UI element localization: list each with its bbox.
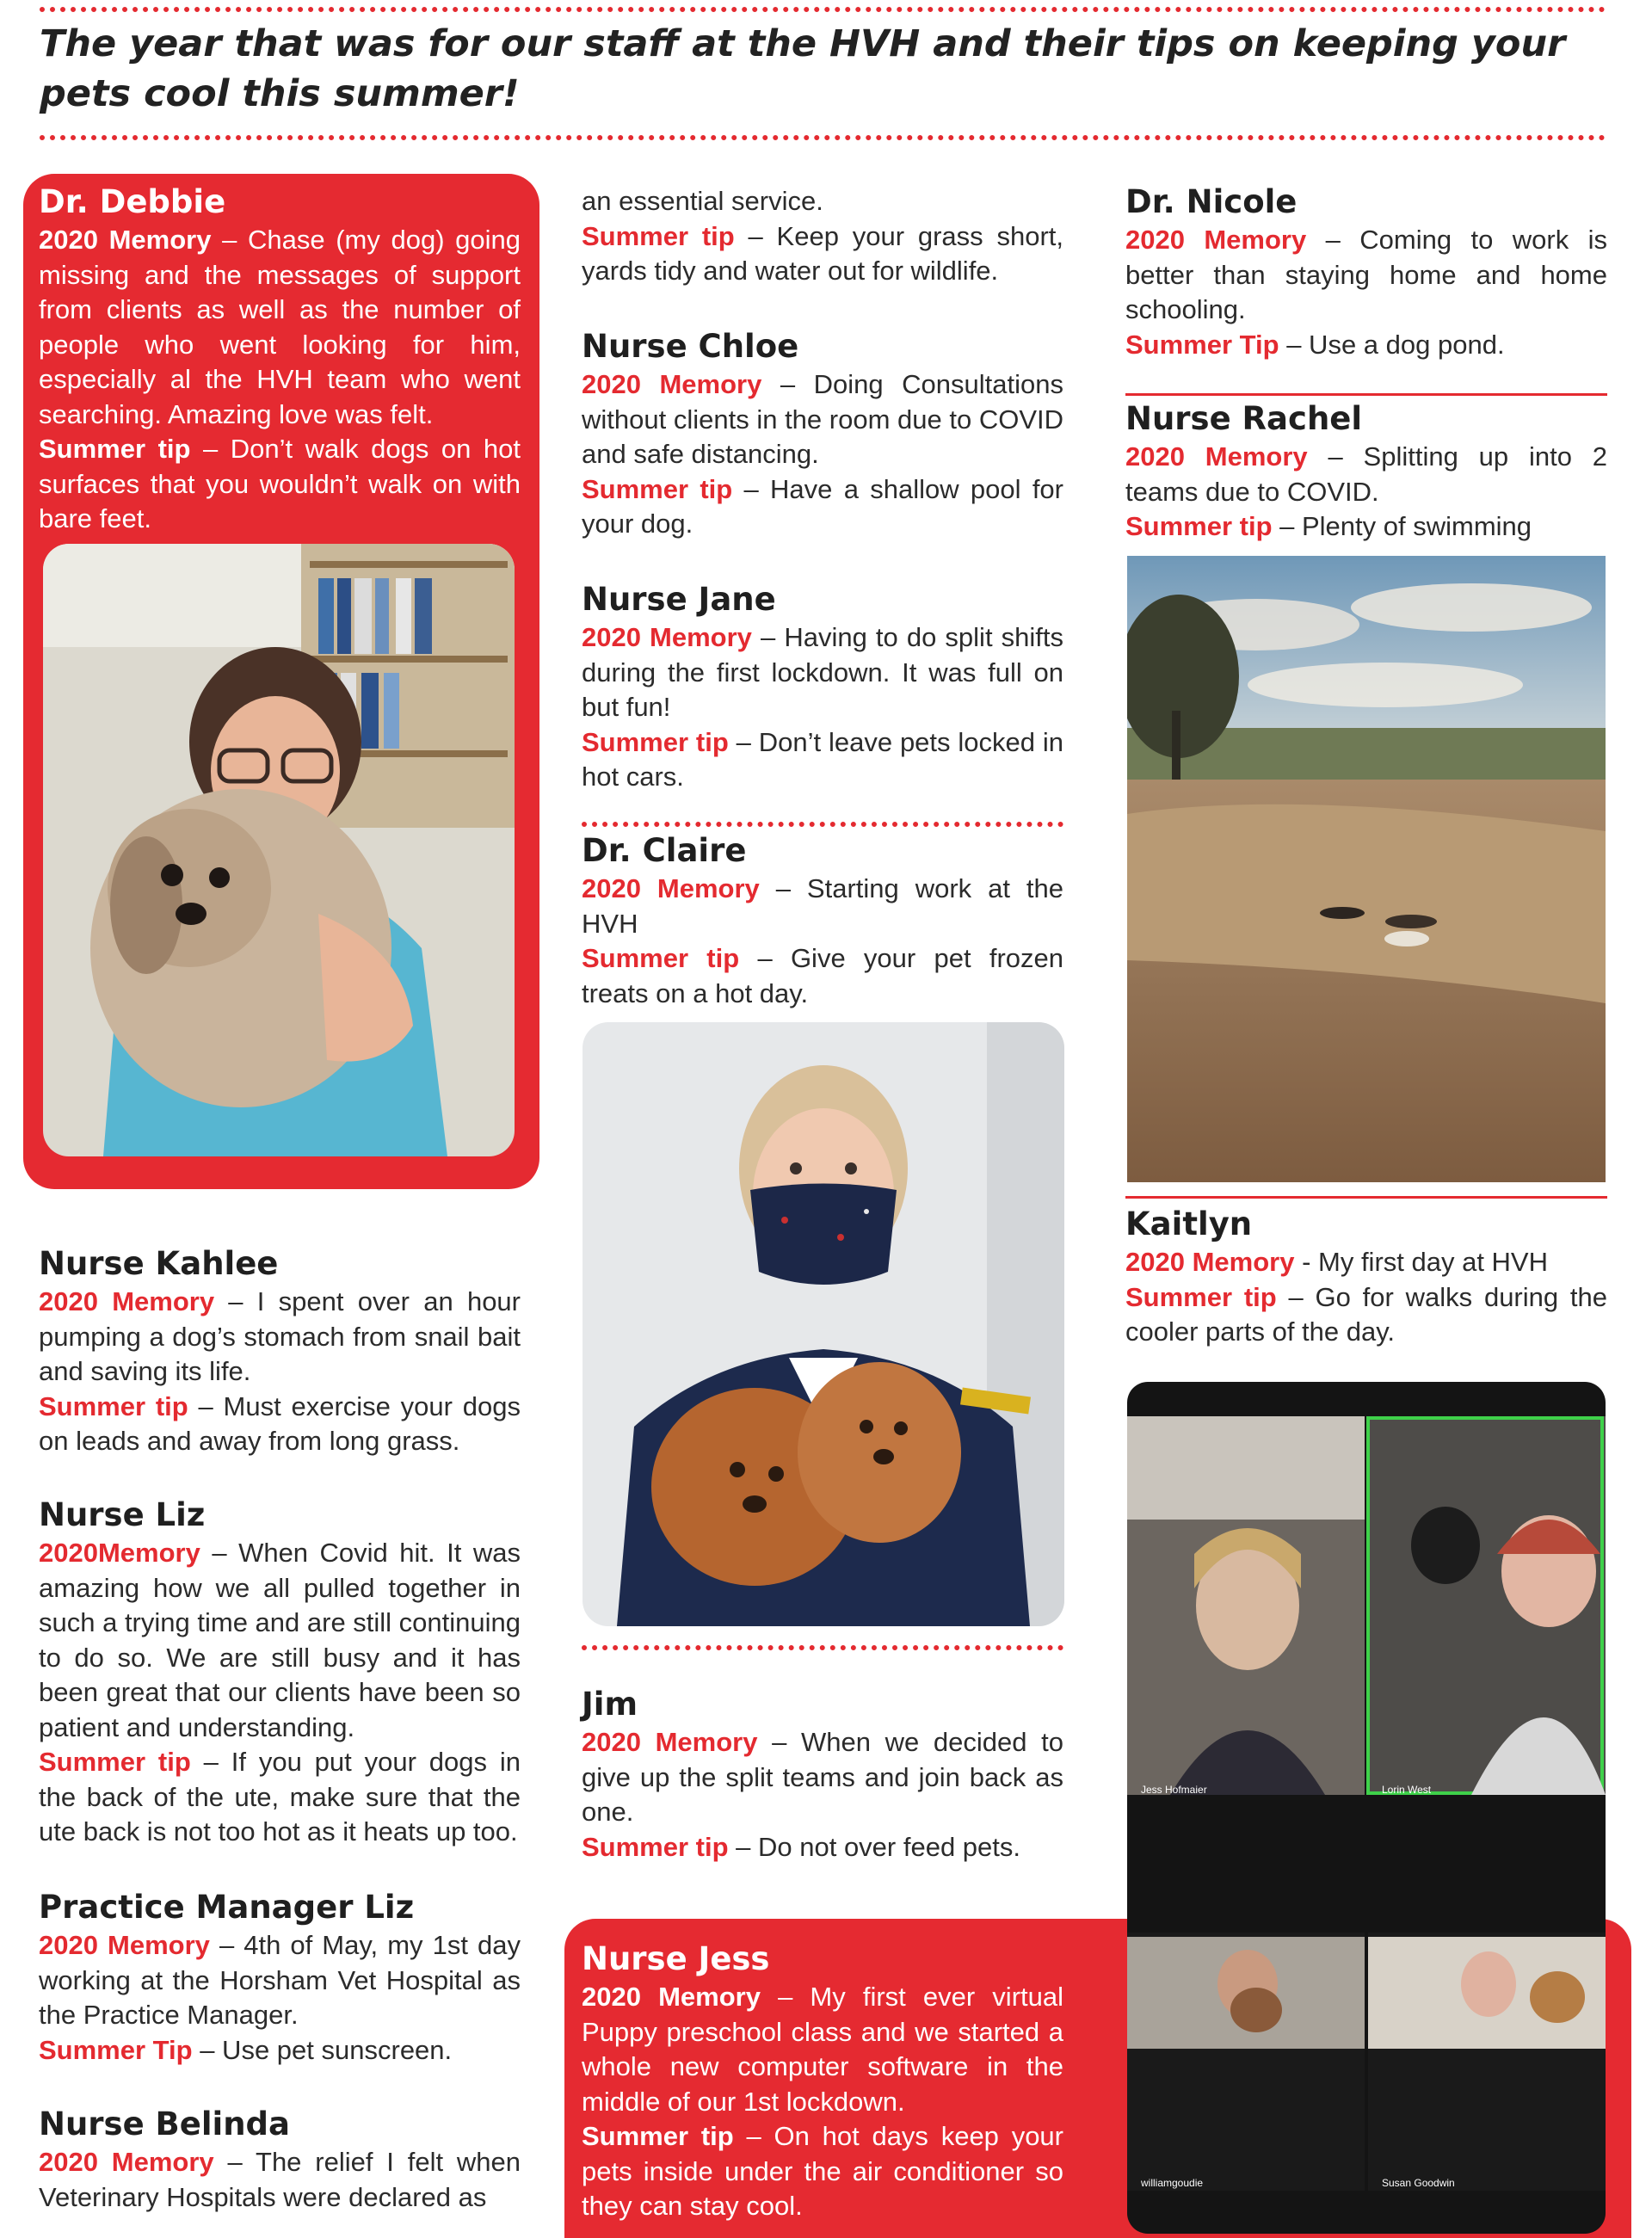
tip-text: – Use pet sunscreen.: [192, 2034, 453, 2065]
memory-text: – My first ever virtual Puppy preschool class and we started a whole new computer software in the middle of our 1st lockdown.: [582, 1982, 1064, 2117]
memory-label: 2020 Memory: [582, 873, 760, 903]
memory-text: - My first day at HVH: [1294, 1247, 1548, 1277]
staff-name: Nurse Jane: [582, 581, 776, 618]
tip-label: Summer tip: [1125, 1281, 1277, 1312]
belinda-continued-text: an essential service.: [582, 186, 823, 216]
memory-text: – The relief I felt when Veterinary Hospitals were declared as: [39, 2147, 521, 2212]
section-dotted-divider: [582, 1645, 1063, 1650]
page-headline: The year that was for our staff at the HVH and their tips on keeping your pets cool this summer!: [40, 22, 1566, 115]
staff-card-belinda-continued: [582, 184, 1063, 289]
tip-label: Summer Tip: [1125, 329, 1279, 360]
participant-name: Jess Hofmaier: [1141, 1784, 1207, 1796]
staff-card-jim: [582, 1685, 1063, 1865]
tip-text: – Don’t leave pets locked in hot cars.: [582, 726, 1063, 792]
tip-text: – Give your pet frozen treats on a hot day.: [582, 943, 1064, 1008]
memory-label: 2020 Memory: [39, 225, 212, 255]
memory-text: – Doing Consultations without clients in the room due to COVID and safe distancing.: [582, 369, 1063, 469]
memory-label: 2020Memory: [39, 1538, 200, 1568]
tip-label: Summer tip: [582, 2121, 734, 2151]
staff-card-claire: [582, 831, 1063, 1011]
participant-name: Susan Goodwin: [1382, 2177, 1455, 2189]
staff-card-belinda: [39, 2105, 521, 2215]
tip-label: Summer tip: [39, 1747, 191, 1777]
tip-label: Summer Tip: [39, 2034, 193, 2065]
staff-name: Kaitlyn: [1125, 1205, 1253, 1242]
memory-text: – Starting work at the HVH: [582, 873, 1063, 939]
memory-label: 2020 Memory: [582, 1727, 758, 1757]
memory-label: 2020 Memory: [1125, 225, 1307, 255]
tip-label: Summer tip: [582, 726, 729, 757]
staff-name: Nurse Kahlee: [39, 1245, 279, 1282]
participant-name: williamgoudie: [1141, 2177, 1204, 2189]
section-divider: [1125, 393, 1607, 396]
memory-label: 2020 Memory: [1125, 1247, 1295, 1277]
staff-name: Nurse Liz: [39, 1496, 206, 1533]
tip-text: – On hot days keep your pets inside under the air conditioner so they can stay cool.: [582, 2121, 1063, 2221]
memory-label: 2020 Memory: [1125, 441, 1308, 472]
memory-label: 2020 Memory: [39, 1286, 215, 1316]
staff-name: Nurse Belinda: [39, 2105, 291, 2142]
staff-name: Nurse Rachel: [1125, 400, 1363, 437]
staff-name: Dr. Nicole: [1125, 183, 1298, 220]
headline-dotted-divider: [40, 135, 1606, 140]
memory-text: – Chase (my dog) going missing and the messages of support from clients as well as the number of people who went looking for him, especially al the HVH team who went searching. Amazing love was felt.: [39, 225, 521, 429]
participant-name: Lorin West: [1382, 1784, 1432, 1796]
memory-label: 2020 Memory: [582, 622, 752, 652]
tip-text: – Use a dog pond.: [1279, 329, 1505, 360]
tip-text: – Plenty of swimming: [1272, 511, 1532, 541]
staff-card-liz: [39, 1495, 521, 1850]
memory-text: – 4th of May, my 1st day working at the Horsham Vet Hospital as the Practice Manager.: [39, 1930, 521, 2030]
staff-card-kahlee: [39, 1244, 521, 1459]
memory-text: – Coming to work is better than staying home and home schooling.: [1125, 225, 1607, 324]
memory-text: – Splitting up into 2 teams due to COVID.: [1125, 441, 1607, 507]
staff-card-chloe: [582, 327, 1063, 542]
tip-text: – Do not over feed pets.: [728, 1831, 1021, 1862]
memory-label: 2020 Memory: [39, 1930, 210, 1960]
memory-text: – When Covid hit. It was amazing how we all pulled together in such a trying time and are still continuing to do so. We are still busy and it has been great that our clients have been so patient and understanding.: [39, 1538, 521, 1742]
tip-label: Summer tip: [582, 473, 733, 504]
section-dotted-divider: [582, 822, 1063, 827]
top-dotted-divider: [40, 7, 1606, 12]
video-call-screenshot: [1127, 1382, 1606, 2234]
tip-label: Summer tip: [39, 434, 191, 464]
claire-photo: [583, 1022, 1064, 1626]
debbie-photo: [43, 544, 515, 1156]
staff-name: Practice Manager Liz: [39, 1889, 415, 1926]
staff-card-debbie: [39, 182, 521, 537]
staff-name: Nurse Jess: [582, 1940, 770, 1977]
rachel-photo: [1127, 556, 1606, 1182]
memory-label: 2020 Memory: [39, 2147, 214, 2177]
memory-text: – Having to do split shifts during the first lockdown. It was full on but fun!: [582, 622, 1063, 722]
staff-name: Dr. Debbie: [39, 183, 226, 220]
staff-card-nicole: [1125, 182, 1607, 362]
memory-label: 2020 Memory: [582, 1982, 761, 2012]
memory-text: – I spent over an hour pumping a dog’s stomach from snail bait and saving its life.: [39, 1286, 521, 1386]
tip-text: – Don’t walk dogs on hot surfaces that you wouldn’t walk on with bare feet.: [39, 434, 521, 533]
staff-name: Nurse Chloe: [582, 328, 799, 365]
tip-label: Summer tip: [582, 220, 735, 251]
tip-label: Summer tip: [582, 943, 740, 973]
tip-text: – Must exercise your dogs on leads and away from long grass.: [39, 1390, 521, 1456]
tip-label: Summer tip: [39, 1390, 188, 1421]
tip-label: Summer tip: [1125, 511, 1273, 541]
section-divider: [1125, 1196, 1607, 1199]
memory-label: 2020 Memory: [582, 369, 762, 399]
tip-text: – Keep your grass short, yards tidy and water out for wildlife.: [582, 220, 1063, 286]
tip-text: – Have a shallow pool for your dog.: [582, 473, 1064, 539]
staff-name: Jim: [582, 1686, 638, 1723]
staff-card-jess: [582, 1939, 1063, 2224]
staff-card-jane: [582, 580, 1063, 795]
tip-label: Summer tip: [582, 1831, 729, 1862]
staff-card-kaitlyn: [1125, 1205, 1607, 1350]
staff-name: Dr. Claire: [582, 832, 747, 869]
memory-text: – When we decided to give up the split teams and join back as one.: [582, 1727, 1063, 1827]
staff-card-rachel: [1125, 399, 1607, 545]
tip-text: – If you put your dogs in the back of the ute, make sure that the ute back is not too hot as it heats up too.: [39, 1747, 521, 1847]
staff-card-practice-manager-liz: [39, 1888, 521, 2068]
tip-text: – Go for walks during the cooler parts of the day.: [1125, 1281, 1608, 1347]
